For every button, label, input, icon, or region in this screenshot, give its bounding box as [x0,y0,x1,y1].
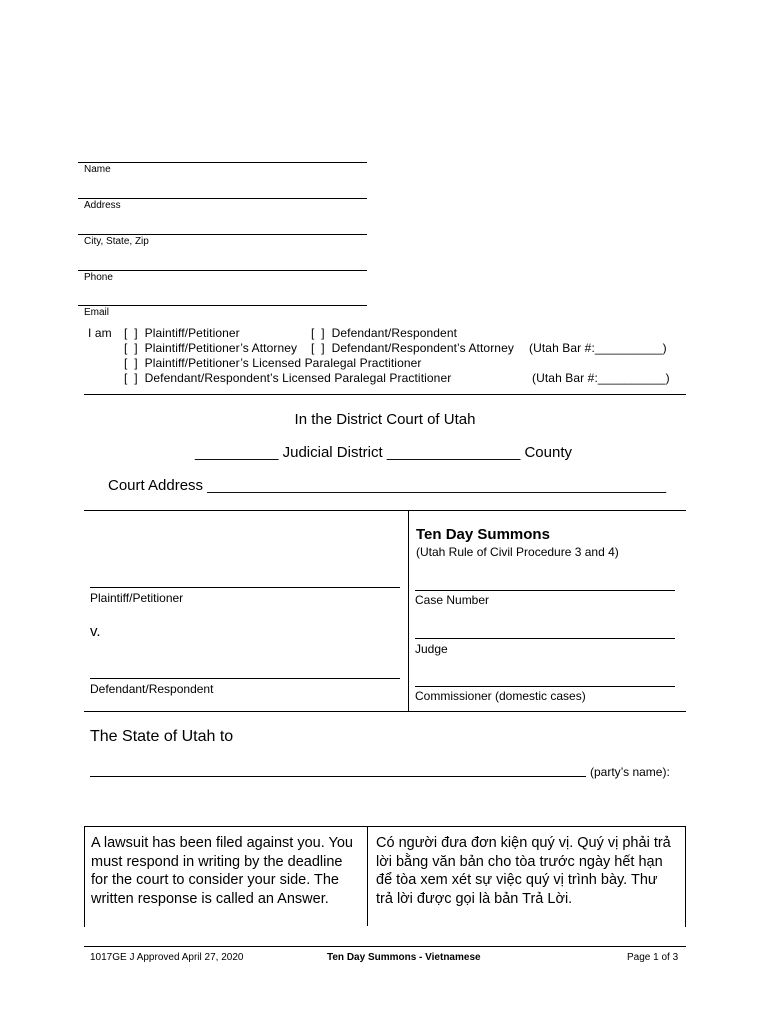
party-name-line[interactable] [90,776,586,777]
name-line[interactable] [78,162,367,163]
case-number-line[interactable] [415,590,675,591]
phone-line[interactable] [78,270,367,271]
phone-label: Phone [84,272,113,283]
judicial-district-row [195,444,572,461]
checkbox-defendant-attorney[interactable]: [ ] Defendant/Respondent’s Attorney [311,341,514,355]
document-title: Ten Day Summons [416,526,550,543]
judicial-district-label: Judicial District [282,444,383,461]
footer-divider [84,946,686,947]
header-divider [84,394,686,395]
party-name-label: (party’s name): [590,765,670,779]
district-number-field[interactable]: __________ [195,444,279,461]
i-am-label: I am [88,326,112,340]
checkbox-plaintiff-petitioner[interactable]: [ ] Plaintiff/Petitioner [124,326,240,340]
paralegal-bar-number-field[interactable]: (Utah Bar #:__________) [532,371,670,385]
city-state-zip-line[interactable] [78,234,367,235]
notice-vietnamese: Có người đưa đơn kiện quý vị. Quý vị phải trả lời bằng văn bản cho tòa trước ngày hết hạn để tòa xem xét sự việc quý vị trình bày. Thư trả lời được gọi là bản Trả Lời. [376,835,671,907]
address-label: Address [84,200,121,211]
judge-label: Judge [415,642,448,656]
attorney-bar-number-field[interactable]: (Utah Bar #:__________) [529,341,667,355]
court-address-field[interactable]: _______________________________________________________ [207,477,667,494]
caption-center-divider [408,510,409,711]
checkbox-plaintiff-paralegal[interactable]: [ ] Plaintiff/Petitioner’s Licensed Paralegal Practitioner [124,356,422,370]
court-address-label: Court Address [108,477,204,494]
plaintiff-label: Plaintiff/Petitioner [90,591,184,605]
judge-line[interactable] [415,638,675,639]
notice-divider [367,826,368,926]
document-subtitle: (Utah Rule of Civil Procedure 3 and 4) [416,545,619,559]
checkbox-defendant-respondent[interactable]: [ ] Defendant/Respondent [311,326,458,340]
county-field[interactable]: ________________ [386,444,521,461]
versus-label: v. [90,623,101,640]
defendant-label: Defendant/Respondent [90,682,214,696]
commissioner-label: Commissioner (domestic cases) [415,689,586,703]
plaintiff-name-line[interactable] [90,587,400,588]
name-label: Name [84,164,111,175]
notice-english: A lawsuit has been filed against you. You must respond in writing by the deadline for the court to consider your side. The written response is called an Answer. [91,835,353,907]
footer-page-number: Page 1 of 3 [627,952,679,963]
footer-form-id: 1017GE J Approved April 27, 2020 [90,952,244,963]
email-line[interactable] [78,305,367,306]
email-label: Email [84,307,110,318]
defendant-name-line[interactable] [90,678,400,679]
city-state-zip-label: City, State, Zip [84,236,149,247]
caption-bottom-border [84,711,686,712]
checkbox-defendant-paralegal[interactable]: [ ] Defendant/Respondent’s Licensed Paralegal Practitioner [124,371,452,385]
court-address-row [108,477,666,494]
addressee-heading: The State of Utah to [90,728,234,745]
county-label: County [524,444,572,461]
court-title: In the District Court of Utah [294,411,476,428]
footer-form-title: Ten Day Summons - Vietnamese [327,952,481,963]
caption-top-border [84,510,686,511]
address-line[interactable] [78,198,367,199]
checkbox-plaintiff-attorney[interactable]: [ ] Plaintiff/Petitioner’s Attorney [124,341,298,355]
case-number-label: Case Number [415,593,490,607]
commissioner-line[interactable] [415,686,675,687]
